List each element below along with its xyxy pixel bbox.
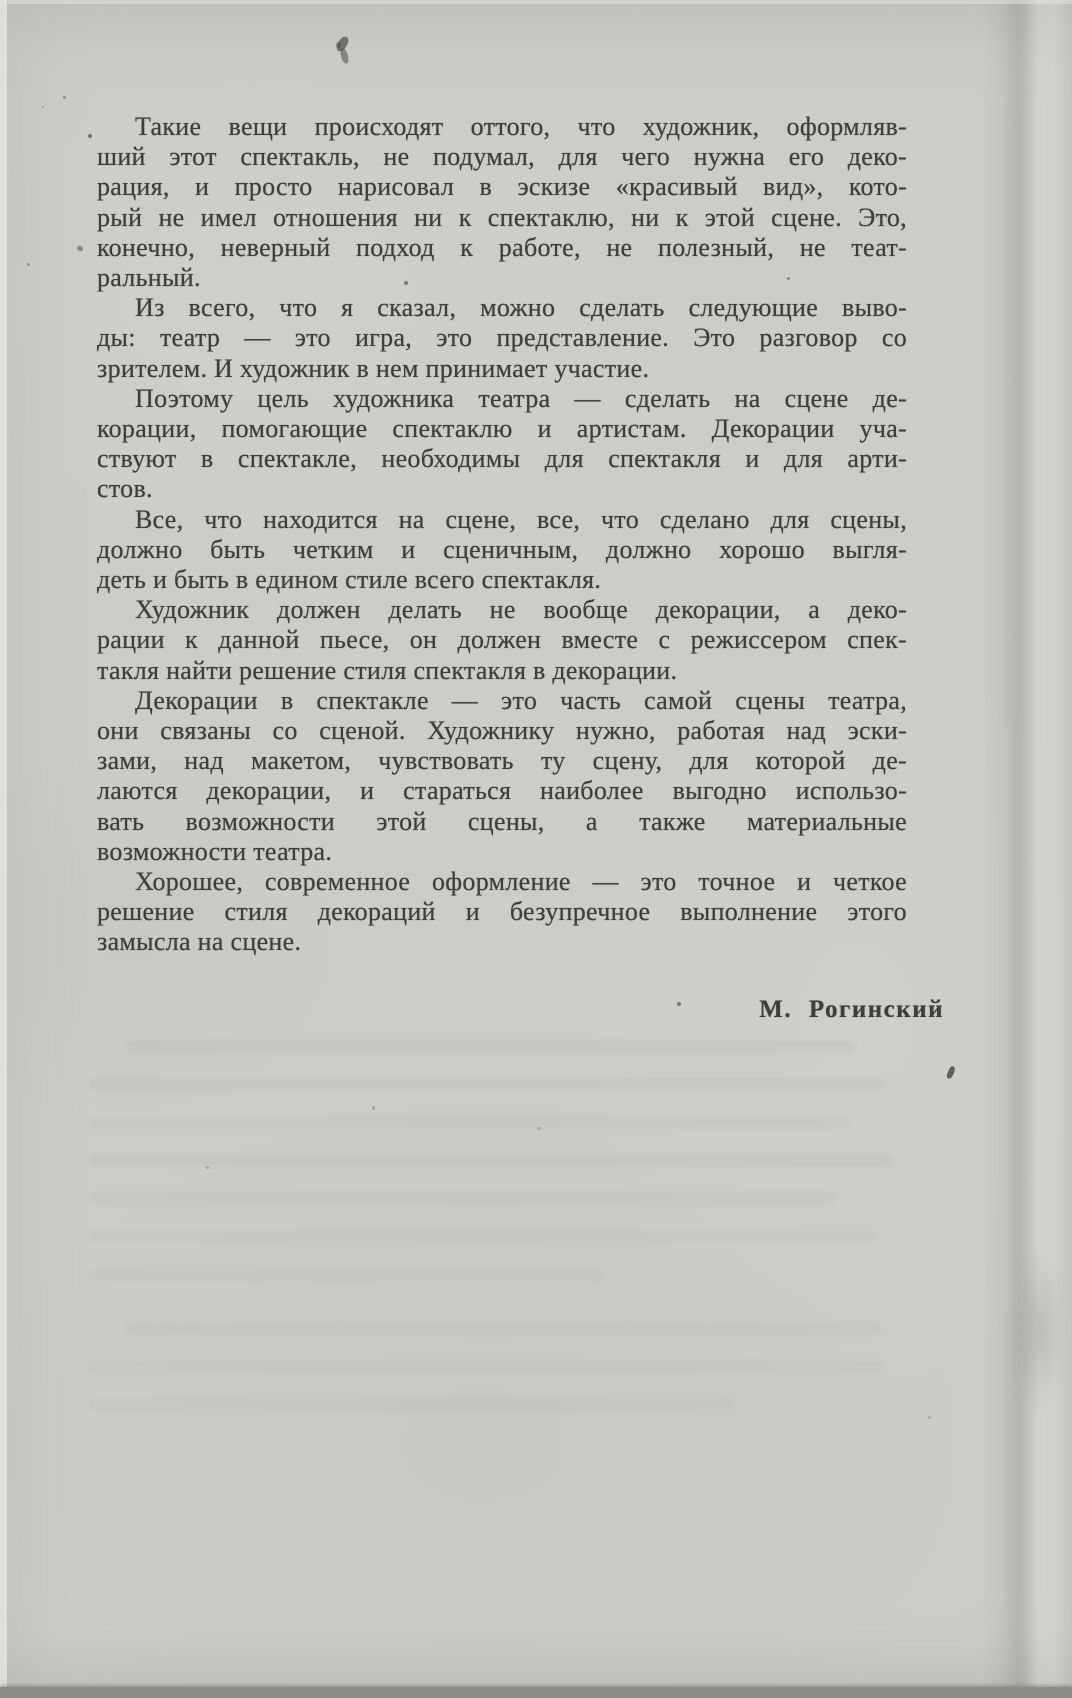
ink-smudge — [336, 36, 349, 66]
paragraph — [97, 595, 907, 686]
text-line: рации к данной пьесе, он должен вместе с режиссером спек- — [97, 625, 907, 655]
text-line: они связаны со сценой. Художнику нужно, работая над эски- — [97, 716, 907, 746]
scan-edge-left — [0, 0, 7, 1698]
text-line: Декорации в спектакле — это часть самой сцены театра, — [135, 685, 907, 715]
text-line: зрителем. И художник в нем принимает участие. — [97, 353, 650, 383]
body-text — [97, 112, 907, 958]
text-line: ствуют в спектакле, необходимы для спектакля и для арти- — [97, 444, 907, 474]
text-line: лаются декорации, и стараться наиболее выгодно использо- — [97, 776, 907, 806]
text-line: стов. — [97, 474, 153, 504]
text-line: ды: театр — это игра, это представление. Это разговор со — [97, 323, 907, 353]
paragraph — [97, 686, 907, 867]
ink-speck — [42, 106, 44, 108]
scan-edge-top — [0, 0, 1072, 4]
paragraph — [97, 867, 907, 958]
text-line: рация, и просто нарисовал в эскизе «красивый вид», кото- — [97, 172, 907, 202]
text-line: такля найти решение стиля спектакля в декорации. — [97, 655, 678, 685]
ink-speck — [88, 134, 92, 138]
bleed-through-ghost-text — [88, 1040, 918, 1440]
ink-speck — [928, 1416, 931, 1419]
scan-edge-bottom — [0, 1687, 1072, 1698]
text-line: ший этот спектакль, не подумал, для чего нужна его деко- — [97, 142, 907, 172]
paragraph — [97, 112, 907, 293]
text-line: ральный. — [97, 263, 201, 293]
ink-speck — [27, 263, 30, 266]
ink-speck — [63, 96, 66, 99]
text-line: должно быть четким и сценичным, должно хорошо выгля- — [97, 534, 907, 564]
author-signature: М. Рогинский — [759, 996, 944, 1023]
paragraph — [97, 384, 907, 505]
text-line: зами, над макетом, чувствовать ту сцену, для которой де- — [97, 746, 907, 776]
text-line: корации, помогающие спектаклю и артистам. Декорации уча- — [97, 414, 907, 444]
paragraph — [97, 293, 907, 384]
text-line: конечно, неверный подход к работе, не полезный, не теат- — [97, 232, 907, 262]
text-line: вать возможности этой сцены, а также материальные — [97, 806, 907, 836]
text-line: возможности театра. — [97, 836, 333, 866]
text-line: Художник должен делать не вообще декорации, а деко- — [135, 595, 907, 625]
ink-fleck — [946, 1065, 956, 1079]
text-line: Хорошее, современное оформление — это точное и четкое — [135, 867, 907, 897]
text-line: рый не имел отношения ни к спектаклю, ни к этой сцене. Это, — [97, 202, 907, 232]
text-line: деть и быть в едином стиле всего спектакля. — [97, 565, 602, 595]
text-line: замысла на сцене. — [97, 927, 302, 957]
ink-speck — [76, 245, 84, 253]
page-fold-crease — [982, 0, 1072, 1698]
text-line: Поэтому цель художника театра — сделать на сцене де- — [135, 383, 907, 413]
ink-speck — [677, 1002, 681, 1006]
text-line: Такие вещи происходят оттого, что художник, оформляв- — [135, 112, 907, 141]
paragraph — [97, 505, 907, 596]
text-line: Все, что находится на сцене, все, что сделано для сцены, — [135, 504, 907, 534]
page-fold-shadow — [1012, 1250, 1066, 1410]
text-line: решение стиля декораций и безупречное выполнение этого — [97, 897, 907, 927]
text-line: Из всего, что я сказал, можно сделать следующие выво- — [135, 293, 907, 323]
